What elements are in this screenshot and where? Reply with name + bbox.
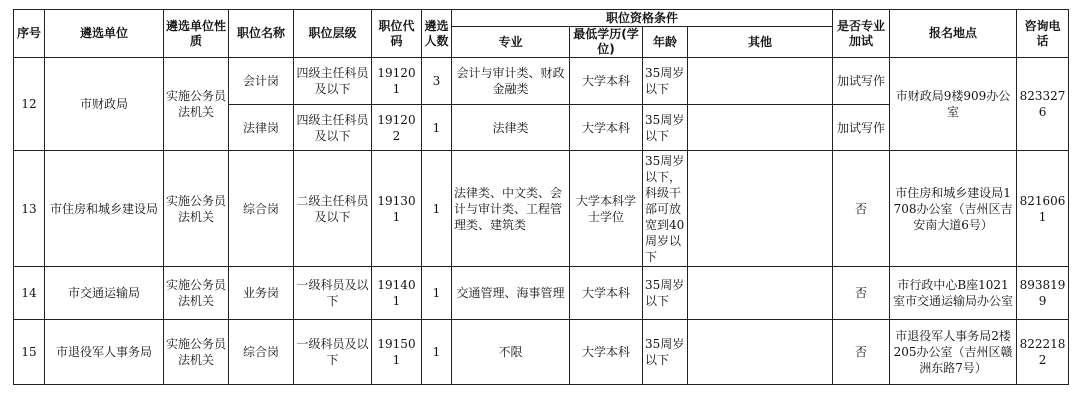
header-exam: 是否专业加试 — [833, 10, 890, 58]
cell-major: 不限 — [452, 320, 570, 385]
cell-education: 大学本科 — [570, 105, 643, 151]
cell-phone: 8233276 — [1017, 58, 1069, 151]
cell-exam: 否 — [833, 267, 890, 320]
cell-position-name: 综合岗 — [229, 151, 294, 267]
cell-exam: 否 — [833, 320, 890, 385]
header-unit-nature: 遴选单位性质 — [164, 10, 229, 58]
cell-major: 会计与审计类、财政金融类 — [452, 58, 570, 105]
cell-education: 大学本科学士学位 — [570, 151, 643, 267]
cell-unit-nature: 实施公务员法机关 — [164, 58, 229, 151]
cell-unit-nature: 实施公务员法机关 — [164, 267, 229, 320]
table-row — [14, 267, 1069, 320]
table-row — [14, 151, 1069, 267]
cell-seq: 15 — [14, 320, 45, 385]
cell-phone: 8938199 — [1017, 267, 1069, 320]
header-position-code: 职位代码 — [372, 10, 422, 58]
cell-unit: 市财政局 — [45, 58, 164, 151]
cell-other — [688, 105, 833, 151]
cell-position-name: 综合岗 — [229, 320, 294, 385]
cell-location: 市行政中心B座1021室市交通运输局办公室 — [890, 267, 1017, 320]
cell-other — [688, 320, 833, 385]
cell-position-name: 会计岗 — [229, 58, 294, 105]
cell-unit: 市住房和城乡建设局 — [45, 151, 164, 267]
cell-major: 法律类、中文类、会计与审计类、工程管理类、建筑类 — [452, 151, 570, 267]
cell-position-level: 二级主任科员及以下 — [294, 151, 372, 267]
cell-count: 1 — [422, 320, 452, 385]
cell-position-code: 191501 — [372, 320, 422, 385]
cell-count: 1 — [422, 151, 452, 267]
cell-seq: 13 — [14, 151, 45, 267]
cell-seq: 12 — [14, 58, 45, 151]
cell-count: 3 — [422, 58, 452, 105]
header-row-1 — [14, 10, 1069, 27]
cell-position-code: 191301 — [372, 151, 422, 267]
cell-position-level: 一级科员及以下 — [294, 320, 372, 385]
header-qualifications: 职位资格条件 — [452, 10, 833, 27]
cell-position-code: 191401 — [372, 267, 422, 320]
header-seq: 序号 — [14, 10, 45, 58]
cell-other — [688, 58, 833, 105]
cell-position-code: 191202 — [372, 105, 422, 151]
table-row — [14, 58, 1069, 105]
cell-unit: 市退役军人事务局 — [45, 320, 164, 385]
cell-age: 35周岁以下 — [643, 58, 688, 105]
header-location: 报名地点 — [890, 10, 1017, 58]
header-unit: 遴选单位 — [45, 10, 164, 58]
cell-seq: 14 — [14, 267, 45, 320]
cell-education: 大学本科 — [570, 267, 643, 320]
cell-exam: 加试写作 — [833, 58, 890, 105]
cell-phone: 8222182 — [1017, 320, 1069, 385]
cell-count: 1 — [422, 267, 452, 320]
header-phone: 咨询电话 — [1017, 10, 1069, 58]
header-count: 遴选人数 — [422, 10, 452, 58]
cell-other — [688, 267, 833, 320]
cell-unit-nature: 实施公务员法机关 — [164, 320, 229, 385]
header-position-name: 职位名称 — [229, 10, 294, 58]
cell-position-level: 四级主任科员及以下 — [294, 58, 372, 105]
cell-location: 市财政局9楼909办公室 — [890, 58, 1017, 151]
cell-position-name: 业务岗 — [229, 267, 294, 320]
cell-location: 市住房和城乡建设局1708办公室（吉州区吉安南大道6号） — [890, 151, 1017, 267]
cell-age: 35周岁以下 — [643, 320, 688, 385]
recruitment-table — [13, 9, 1069, 385]
cell-major: 法律类 — [452, 105, 570, 151]
cell-age: 35周岁以下 — [643, 105, 688, 151]
cell-age: 35周岁以下，科级干部可放宽到40周岁以下 — [643, 151, 688, 267]
cell-unit: 市交通运输局 — [45, 267, 164, 320]
cell-other — [688, 151, 833, 267]
header-major: 专业 — [452, 27, 570, 58]
header-age: 年龄 — [643, 27, 688, 58]
cell-position-name: 法律岗 — [229, 105, 294, 151]
cell-unit-nature: 实施公务员法机关 — [164, 151, 229, 267]
cell-education: 大学本科 — [570, 58, 643, 105]
cell-position-level: 四级主任科员及以下 — [294, 105, 372, 151]
cell-position-code: 191201 — [372, 58, 422, 105]
header-other: 其他 — [688, 27, 833, 58]
cell-major: 交通管理、海事管理 — [452, 267, 570, 320]
cell-count: 1 — [422, 105, 452, 151]
table-row — [14, 320, 1069, 385]
cell-location: 市退役军人事务局2楼205办公室（吉州区赣洲东路7号） — [890, 320, 1017, 385]
header-education: 最低学历(学位) — [570, 27, 643, 58]
cell-phone: 8216061 — [1017, 151, 1069, 267]
cell-exam: 加试写作 — [833, 105, 890, 151]
cell-age: 35周岁以下 — [643, 267, 688, 320]
cell-education: 大学本科 — [570, 320, 643, 385]
cell-position-level: 一级科员及以下 — [294, 267, 372, 320]
cell-exam: 否 — [833, 151, 890, 267]
header-position-level: 职位层级 — [294, 10, 372, 58]
